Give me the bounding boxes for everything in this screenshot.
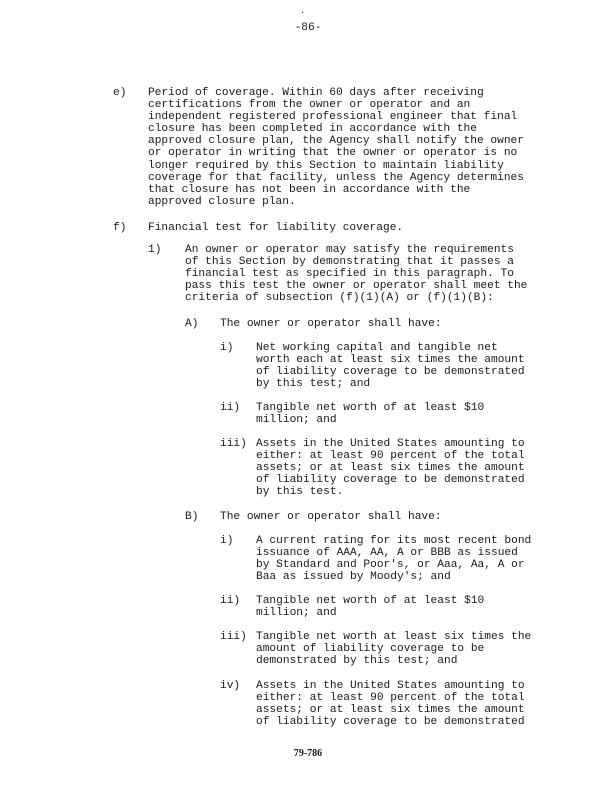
footer-code: 79-786 [293, 748, 323, 759]
item-B-iv-text: Assets in the United States amounting to either: at least 90 percent of the total assets; or at least six times the amount of liability coverage to be demonstrated [256, 680, 525, 729]
item-B-i-text: A current rating for its most recent bond issuance of AAA, AA, A or BBB as issued by Standard and Poor's, or Aaa, Aa, A or Baa as issued by Moody's; and [256, 535, 532, 584]
item-A-text: The owner or operator shall have: [220, 318, 442, 330]
item-A-ii-label: ii) [220, 402, 241, 414]
item-A-i-label: i) [220, 342, 234, 354]
section-f-text: Financial test for liability coverage. [148, 222, 404, 234]
page-number: -86- [294, 22, 322, 34]
item-A-label: A) [185, 318, 199, 330]
section-e-label: e) [113, 87, 127, 99]
item-B-ii-text: Tangible net worth of at least $10 million; and [256, 595, 485, 620]
item-B-i-label: i) [220, 535, 234, 547]
subsection-1-text: An owner or operator may satisfy the requirements of this Section by demonstrating that it passes a financial test as specified in this paragraph. To pass this test the owner or operator shall meet the criteria of subsection (f)(1)(A) or (f)(1)(B): [185, 244, 528, 305]
item-A-iii-label: iii) [220, 438, 247, 450]
item-B-iv-label: iv) [220, 680, 241, 692]
item-A-ii-text: Tangible net worth of at least $10 million; and [256, 402, 485, 427]
section-f-label: f) [113, 222, 127, 234]
item-B-text: The owner or operator shall have: [220, 511, 442, 523]
item-B-iii-label: iii) [220, 631, 247, 643]
section-e-text: Period of coverage. Within 60 days after receiving certifications from the owner or operator and an independent registered professional engineer that final closure has been completed in accordance with the approved closure plan, the Agency shall notify the owner or operator in writing that the owner or operator is no longer required by this Section to maintain liability coverage for that facility, unless the Agency determines that closure has not been in accordance with the approved closure plan. [148, 87, 524, 208]
item-A-iii-text: Assets in the United States amounting to either: at least 90 percent of the total assets; or at least six times the amount of liability coverage to be demonstrated by this test. [256, 438, 525, 499]
item-A-i-text: Net working capital and tangible net worth each at least six times the amount of liability coverage to be demonstrated by this test; and [256, 342, 525, 391]
item-B-iii-text: Tangible net worth at least six times the amount of liability coverage to be demonstrated by this test; and [256, 631, 532, 668]
top-mark: . [300, 6, 306, 16]
subsection-1-label: 1) [148, 244, 162, 256]
item-B-ii-label: ii) [220, 595, 241, 607]
item-B-label: B) [185, 511, 199, 523]
